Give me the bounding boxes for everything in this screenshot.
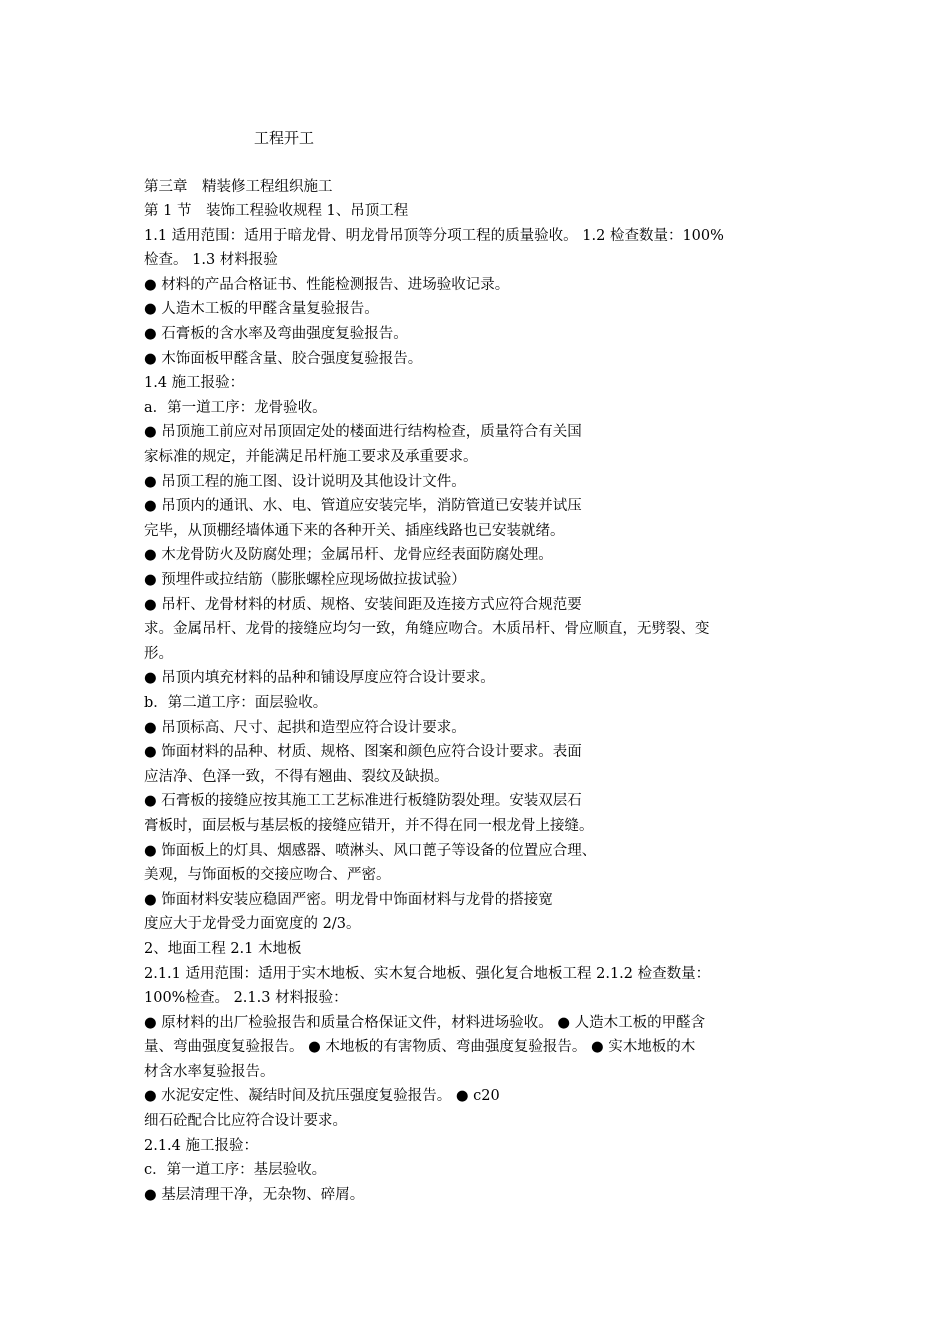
text-line: ● 饰面材料的品种、材质、规格、图案和颜色应符合设计要求。表面 [144, 744, 582, 761]
text-line: 1.1 适用范围：适用于暗龙骨、明龙骨吊顶等分项工程的质量验收。 1.2 检查数量：100% [144, 227, 724, 244]
text-line: 第 1 节 装饰工程验收规程 1、吊顶工程 [144, 203, 409, 220]
text-line: b．第二道工序：面层验收。 [144, 694, 328, 711]
text-line: 细石砼配合比应符合设计要求。 [144, 1113, 347, 1130]
text-line: ● 基层清理干净，无杂物、碎屑。 [144, 1186, 365, 1203]
text-line: ● 石膏板的接缝应按其施工工艺标准进行板缝防裂处理。安装双层石 [144, 793, 582, 810]
text-line: a．第一道工序：龙骨验收。 [144, 399, 327, 416]
text-line: 第三章 精装修工程组织施工 [144, 178, 333, 195]
text-line: ● 饰面板上的灯具、烟感器、喷淋头、风口蓖子等设备的位置应合理、 [144, 842, 597, 859]
text-line: 检查。 1.3 材料报验 [144, 252, 278, 269]
text-line: ● 原材料的出厂检验报告和质量合格保证文件，材料进场验收。 ● 人造木工板的甲醛含 [144, 1014, 706, 1031]
text-line: 应洁净、色泽一致，不得有翘曲、裂纹及缺损。 [144, 768, 449, 785]
text-line: ● 吊顶标高、尺寸、起拱和造型应符合设计要求。 [144, 719, 466, 736]
text-line: c．第一道工序：基层验收。 [144, 1162, 327, 1179]
text-line: 求。金属吊杆、龙骨的接缝应均匀一致，角缝应吻合。木质吊杆、骨应顺直，无劈裂、变 [144, 621, 710, 638]
text-line: 量、弯曲强度复验报告。 ● 木地板的有害物质、弯曲强度复验报告。 ● 实木地板的木 [144, 1039, 696, 1056]
text-line: 膏板时，面层板与基层板的接缝应错开，并不得在同一根龙骨上接缝。 [144, 817, 594, 834]
page-header: 工程开工 [254, 129, 315, 147]
text-line: 100%检查。 2.1.3 材料报验： [144, 990, 348, 1007]
text-line: ● 吊顶工程的施工图、设计说明及其他设计文件。 [144, 473, 466, 490]
text-line: 2.1.4 施工报验： [144, 1137, 259, 1154]
text-line: ● 吊顶施工前应对吊顶固定处的楼面进行结构检查，质量符合有关国 [144, 424, 582, 441]
text-line: ● 预埋件或拉结筋（膨胀螺栓应现场做拉拔试验） [144, 572, 466, 588]
text-line: ● 吊顶内填充材料的品种和铺设厚度应符合设计要求。 [144, 670, 495, 687]
text-line: 1.4 施工报验： [144, 375, 245, 392]
text-line: ● 木饰面板甲醛含量、胶合强度复验报告。 [144, 350, 423, 367]
text-line: ● 材料的产品合格证书、性能检测报告、进场验收记录。 [144, 276, 510, 293]
text-line: 度应大于龙骨受力面宽度的 2/3。 [144, 916, 361, 933]
text-line: ● 水泥安定性、凝结时间及抗压强度复验报告。 ● c20 [144, 1088, 500, 1105]
text-line: ● 吊杆、龙骨材料的材质、规格、安装间距及连接方式应符合规范要 [144, 596, 582, 613]
text-line: ● 饰面材料安装应稳固严密。明龙骨中饰面材料与龙骨的搭接宽 [144, 891, 553, 908]
text-line: 完毕，从顶棚经墙体通下来的各种开关、插座线路也已安装就绪。 [144, 522, 565, 539]
text-line: ● 石膏板的含水率及弯曲强度复验报告。 [144, 326, 408, 343]
text-line: ● 人造木工板的甲醛含量复验报告。 [144, 301, 379, 318]
text-line: 2、地面工程 2.1 木地板 [144, 940, 302, 957]
text-line: 2.1.1 适用范围：适用于实木地板、实木复合地板、强化复合地板工程 2.1.2 检查数量： [144, 965, 711, 982]
text-line: 材含水率复验报告。 [144, 1063, 275, 1080]
text-line: 形。 [144, 645, 173, 662]
text-line: ● 吊顶内的通讯、水、电、管道应安装完毕，消防管道已安装并试压 [144, 498, 582, 515]
text-line: ● 木龙骨防火及防腐处理；金属吊杆、龙骨应经表面防腐处理。 [144, 547, 553, 564]
text-line: 家标准的规定，并能满足吊杆施工要求及承重要求。 [144, 449, 478, 466]
text-line: 美观，与饰面板的交接应吻合、严密。 [144, 867, 391, 884]
document-body [144, 175, 804, 1208]
